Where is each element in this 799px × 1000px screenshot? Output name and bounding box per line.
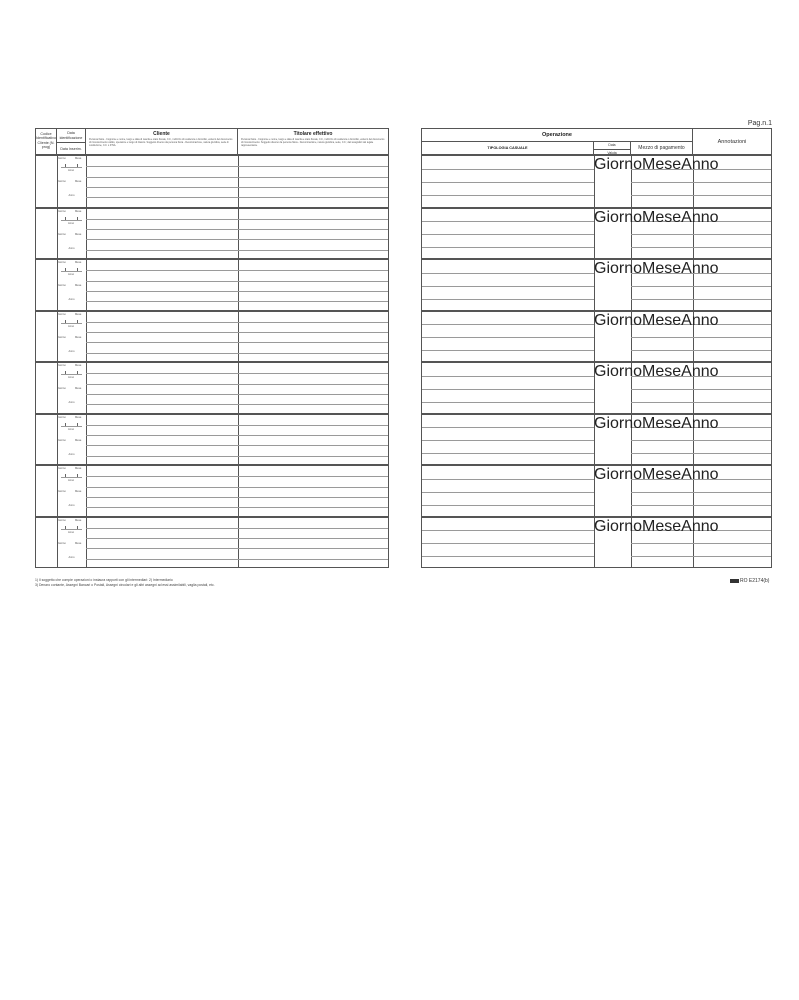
client-record-row — [36, 310, 388, 362]
page-number: Pag.n.1 — [747, 120, 772, 127]
notes-header: Annotazioni — [717, 139, 747, 145]
operation-header: Operazione — [422, 129, 693, 142]
date-value-cell[interactable]: GiornoMeseAnno — [594, 414, 719, 432]
date-value-cell[interactable]: GiornoMeseAnno — [594, 260, 719, 277]
date-value-cell[interactable]: GiornoMeseAnno — [594, 363, 719, 380]
operation-record-row — [422, 258, 771, 310]
client-record-row — [36, 155, 388, 207]
beneficial-owner-header: Titolare effettivo Persona fisica - Cognome e nome, luogo e data di nascita e stato fiscale, C.F., indirizzo di residenza o domicilio, estremi del documento di riconoscimento. Soggetto diverso da persona fisica - Denominazione, natura giuridica, sede, C.F.; dati anagrafici del legale rappresentante. — [241, 131, 385, 147]
operation-record-row — [422, 310, 771, 362]
right-table-body — [421, 155, 772, 568]
operation-record-row — [422, 464, 771, 516]
client-record-row — [36, 516, 388, 568]
identification-date-cell[interactable]: Giorno Mese Anno Giorno Mese Anno — [58, 261, 82, 301]
operation-record-row — [422, 413, 771, 465]
footnotes: 1) Il soggetto che compie operazioni o instaura rapporti con gli intermediari: 2) Intermediario 3) Denaro contante, Assegni Bancari o Postali, Assegni circolari e gli altri assegni ad essi assimilabili, vaglia postali, etc. — [35, 578, 215, 587]
identification-date-cell[interactable]: Giorno Mese Anno Giorno Mese Anno — [58, 467, 82, 507]
client-code-header: Codice Identificativo Cliente (N. prog) — [36, 129, 57, 154]
operation-record-row — [422, 155, 771, 207]
left-table-header — [35, 128, 389, 155]
date-value-header: Data Valuta — [594, 142, 631, 154]
identification-date-cell[interactable]: Giorno Mese Anno Giorno Mese Anno — [58, 415, 82, 456]
right-register-page — [421, 128, 772, 568]
client-record-row — [36, 207, 388, 259]
form-code: RO E2174(b) — [730, 578, 769, 584]
client-header: Cliente Persona fisica - Cognome e nome, luogo e data di nascita e stato fiscale, C.F., indirizzo di residenza o domicilio, estremi del documento di riconoscimento valido, operatore e luogo di rilascio. Soggetto diverso da persona fisica - Denominazione, natura giuridica, sede di costituzione, C.F. o P.IVA. — [86, 129, 238, 154]
client-record-row — [36, 413, 388, 465]
date-value-cell[interactable]: GiornoMeseAnno — [594, 208, 719, 226]
identification-date-cell[interactable]: Giorno Mese Anno Giorno Mese Anno — [58, 312, 82, 353]
date-value-cell[interactable]: GiornoMeseAnno — [594, 517, 719, 535]
operation-record-row — [422, 361, 771, 413]
payment-method-header: Mezzo di pagamento — [631, 142, 693, 154]
date-value-cell[interactable]: GiornoMeseAnno — [594, 311, 719, 329]
publisher-logo-icon — [730, 579, 739, 583]
operation-record-row — [422, 516, 771, 568]
identification-date-cell[interactable]: Giorno Mese Anno Giorno Mese Anno — [58, 364, 82, 404]
date-value-cell[interactable]: GiornoMeseAnno — [594, 466, 719, 483]
client-record-row — [36, 464, 388, 516]
operation-type-header: TIPOLOGIA CASUALE — [422, 142, 594, 154]
identification-date-header: Data identificazione Data Inserim. — [57, 129, 86, 154]
right-table-header — [421, 128, 772, 155]
client-record-row — [36, 258, 388, 310]
client-record-row — [36, 361, 388, 413]
identification-date-cell[interactable]: Giorno Mese Anno Giorno Mese Anno — [58, 518, 82, 559]
operation-record-row — [422, 207, 771, 259]
date-value-cell[interactable]: GiornoMeseAnno — [594, 156, 719, 173]
identification-date-cell[interactable]: Giorno Mese Anno Giorno Mese Anno — [58, 157, 82, 197]
left-table-body — [35, 155, 389, 568]
identification-date-cell[interactable]: Giorno Mese Anno Giorno Mese Anno — [58, 209, 82, 250]
left-register-page — [35, 128, 389, 568]
